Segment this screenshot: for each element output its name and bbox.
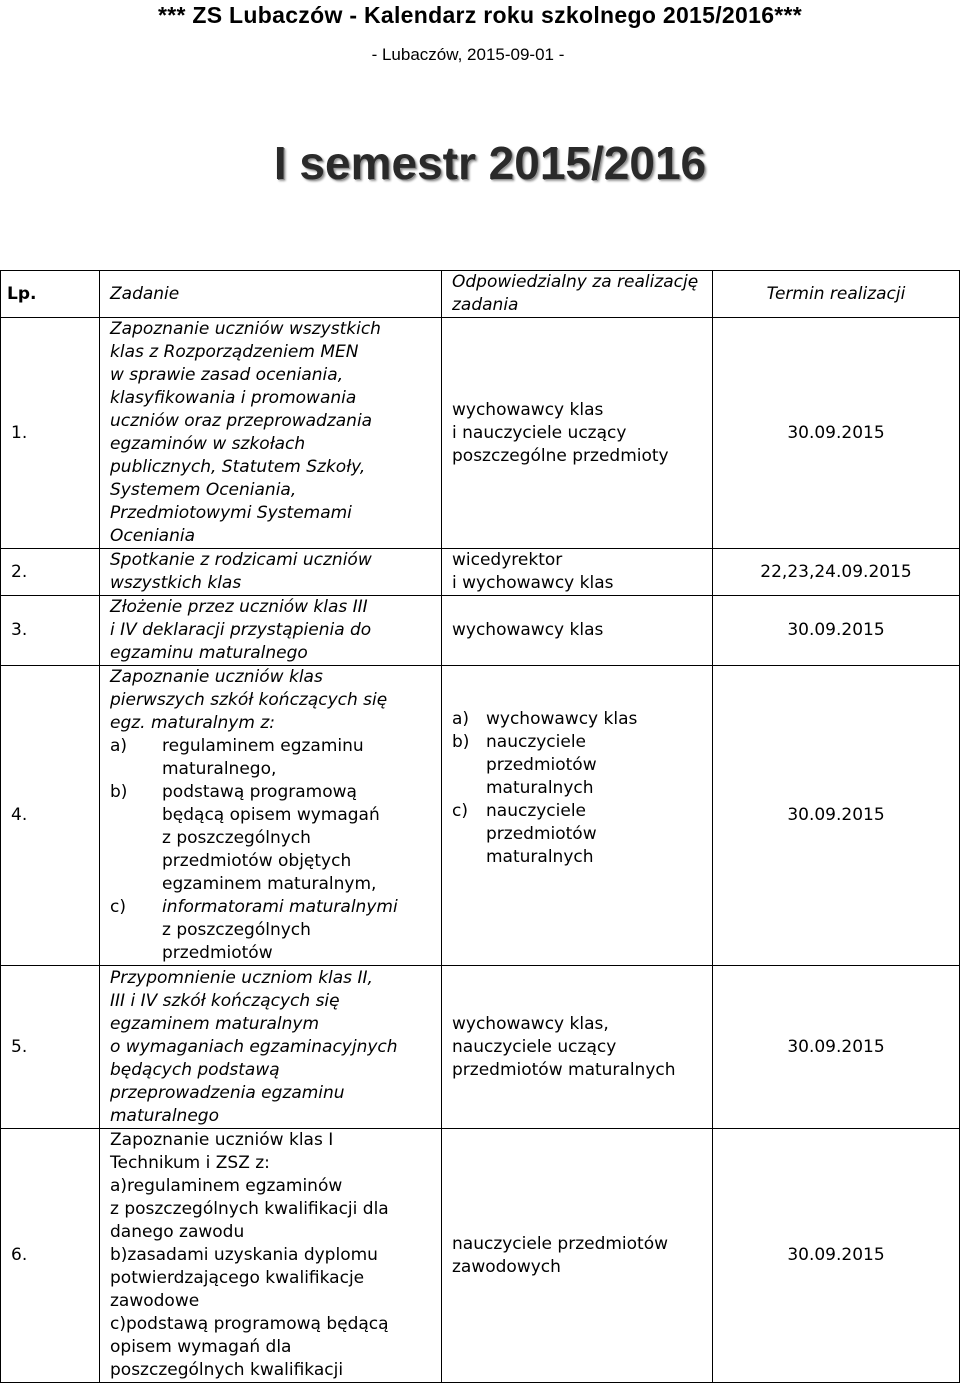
responsible-cell: [442, 1129, 713, 1383]
task-line: z poszczególnych: [162, 828, 311, 848]
responsible-line: wychowawcy klas: [486, 709, 638, 729]
task-line: maturalnego: [110, 1105, 219, 1126]
responsible-line: i nauczyciele uczący: [452, 422, 627, 443]
task-line: Oceniania: [110, 526, 196, 546]
task-line: III i IV szkół kończących się: [110, 990, 340, 1011]
col-header-task: Zadanie: [100, 271, 442, 318]
row-number: 6.: [1, 1129, 100, 1383]
task-line: przedmiotów: [162, 943, 273, 963]
table-row: [1, 1129, 960, 1383]
col-header-term: Termin realizacji: [713, 271, 960, 318]
task-line: regulaminem egzaminu: [162, 736, 364, 756]
document-date: - Lubaczów, 2015-09-01 -: [371, 45, 565, 64]
col-header-responsible: Odpowiedzialny za realizację zadania: [442, 271, 713, 318]
task-line: publicznych, Statutem Szkoły,: [110, 457, 366, 477]
list-marker: a): [110, 736, 128, 756]
responsible-cell: [442, 666, 713, 966]
task-line: uczniów oraz przeprowadzania: [110, 411, 373, 431]
task-line: pierwszych szkół kończących się: [110, 690, 388, 710]
task-line: c)podstawą programową będącą: [110, 1314, 389, 1334]
responsible-line: wychowawcy klas: [452, 399, 604, 420]
task-line: egzaminem maturalnym: [110, 1013, 320, 1034]
task-line: egzaminem maturalnym,: [162, 874, 377, 894]
task-line: potwierdzającego kwalifikacje: [110, 1268, 365, 1288]
responsible-list-item: [452, 708, 712, 731]
responsible-line: nauczyciele przedmiotów: [452, 1233, 669, 1254]
task-line: klasyfikowania i promowania: [110, 388, 357, 408]
task-line: podstawą programową: [162, 782, 357, 802]
task-line: przeprowadzenia egzaminu: [110, 1082, 345, 1103]
responsible-line: nauczyciele: [486, 801, 587, 821]
task-line: Technikum i ZSZ z:: [110, 1153, 270, 1173]
task-line: Przypomnienie uczniom klas II,: [110, 967, 373, 988]
row-number: 4.: [1, 666, 100, 966]
task-line: egzaminów w szkołach: [110, 434, 306, 454]
task-cell: [100, 549, 442, 596]
task-line: wszystkich klas: [110, 573, 242, 593]
task-line: Systemem Oceniania,: [110, 480, 297, 500]
task-line: Złożenie przez uczniów klas III: [110, 597, 368, 617]
responsible-list-item: [452, 800, 712, 869]
task-list-item: [110, 781, 435, 896]
term-cell: 30.09.2015: [713, 318, 960, 549]
list-marker: b): [452, 732, 470, 752]
task-line: a)regulaminem egzaminów: [110, 1176, 343, 1196]
task-cell: [100, 596, 442, 666]
task-cell: [100, 1129, 442, 1383]
row-number: 2.: [1, 549, 100, 596]
document-title: *** ZS Lubaczów - Kalendarz roku szkolnego 2015/2016***: [157, 2, 803, 28]
task-line: Zapoznanie uczniów klas I: [110, 1130, 334, 1150]
term-cell: 22,23,24.09.2015: [713, 549, 960, 596]
task-cell: [100, 966, 442, 1129]
responsible-cell: [442, 549, 713, 596]
task-line: zawodowe: [110, 1291, 200, 1311]
responsible-line: przedmiotów maturalnych: [452, 1059, 676, 1080]
responsible-line: wicedyrektor: [452, 550, 563, 570]
term-cell: 30.09.2015: [713, 666, 960, 966]
task-line: opisem wymagań dla: [110, 1337, 292, 1357]
task-line: o wymaganiach egzaminacyjnych: [110, 1036, 398, 1057]
task-line: z poszczególnych kwalifikacji dla: [110, 1199, 389, 1219]
task-line: będących podstawą: [110, 1059, 280, 1080]
task-line: z poszczególnych: [162, 920, 311, 940]
task-line: egz. maturalnym z:: [110, 713, 275, 733]
responsible-line: przedmiotów: [486, 755, 597, 775]
responsible-line: zawodowych: [452, 1256, 561, 1277]
row-number: 3.: [1, 596, 100, 666]
table-row: [1, 666, 960, 966]
task-line: informatorami maturalnymi: [162, 897, 398, 917]
task-cell: [100, 666, 442, 966]
task-cell: [100, 318, 442, 549]
task-line: Zapoznanie uczniów klas: [110, 667, 323, 687]
task-line: i IV deklaracji przystąpienia do: [110, 620, 372, 640]
responsible-cell: [442, 596, 713, 666]
term-cell: 30.09.2015: [713, 966, 960, 1129]
task-line: Zapoznanie uczniów wszystkich: [110, 319, 381, 339]
task-line: Przedmiotowymi Systemami: [110, 503, 352, 523]
responsible-line: wychowawcy klas: [452, 620, 604, 640]
table-row: [1, 318, 960, 549]
responsible-list-item: [452, 731, 712, 800]
task-line: danego zawodu: [110, 1222, 245, 1242]
table-header-row: [1, 271, 960, 318]
task-line: egzaminu maturalnego: [110, 643, 308, 663]
responsible-cell: [442, 966, 713, 1129]
responsible-line: nauczyciele uczący: [452, 1036, 617, 1057]
row-number: 5.: [1, 966, 100, 1129]
table-row: [1, 549, 960, 596]
semester-heading: I semestr 2015/2016: [273, 137, 707, 189]
responsible-line: wychowawcy klas,: [452, 1013, 609, 1034]
responsible-line: maturalnych: [486, 778, 594, 798]
table-row: [1, 966, 960, 1129]
calendar-table: [0, 270, 960, 1383]
col-header-lp: Lp.: [1, 271, 100, 318]
responsible-cell: [442, 318, 713, 549]
task-line: będącą opisem wymagań: [162, 805, 380, 825]
task-line: w sprawie zasad oceniania,: [110, 365, 344, 385]
task-line: poszczególnych kwalifikacji: [110, 1360, 344, 1380]
responsible-line: nauczyciele: [486, 732, 587, 752]
responsible-line: i wychowawcy klas: [452, 573, 614, 593]
task-line: klas z Rozporządzeniem MEN: [110, 342, 359, 362]
list-marker: c): [452, 801, 468, 821]
list-marker: b): [110, 782, 128, 802]
responsible-line: maturalnych: [486, 847, 594, 867]
task-line: przedmiotów objętych: [162, 851, 352, 871]
task-list-item: [110, 896, 435, 965]
list-marker: c): [110, 897, 126, 917]
term-cell: 30.09.2015: [713, 1129, 960, 1383]
table-row: [1, 596, 960, 666]
list-marker: a): [452, 709, 470, 729]
task-line: Spotkanie z rodzicami uczniów: [110, 550, 372, 570]
responsible-line: poszczególne przedmioty: [452, 445, 669, 466]
task-line: b)zasadami uzyskania dyplomu: [110, 1245, 378, 1265]
responsible-line: przedmiotów: [486, 824, 597, 844]
row-number: 1.: [1, 318, 100, 549]
task-line: maturalnego,: [162, 759, 277, 779]
task-list-item: [110, 735, 435, 781]
term-cell: 30.09.2015: [713, 596, 960, 666]
